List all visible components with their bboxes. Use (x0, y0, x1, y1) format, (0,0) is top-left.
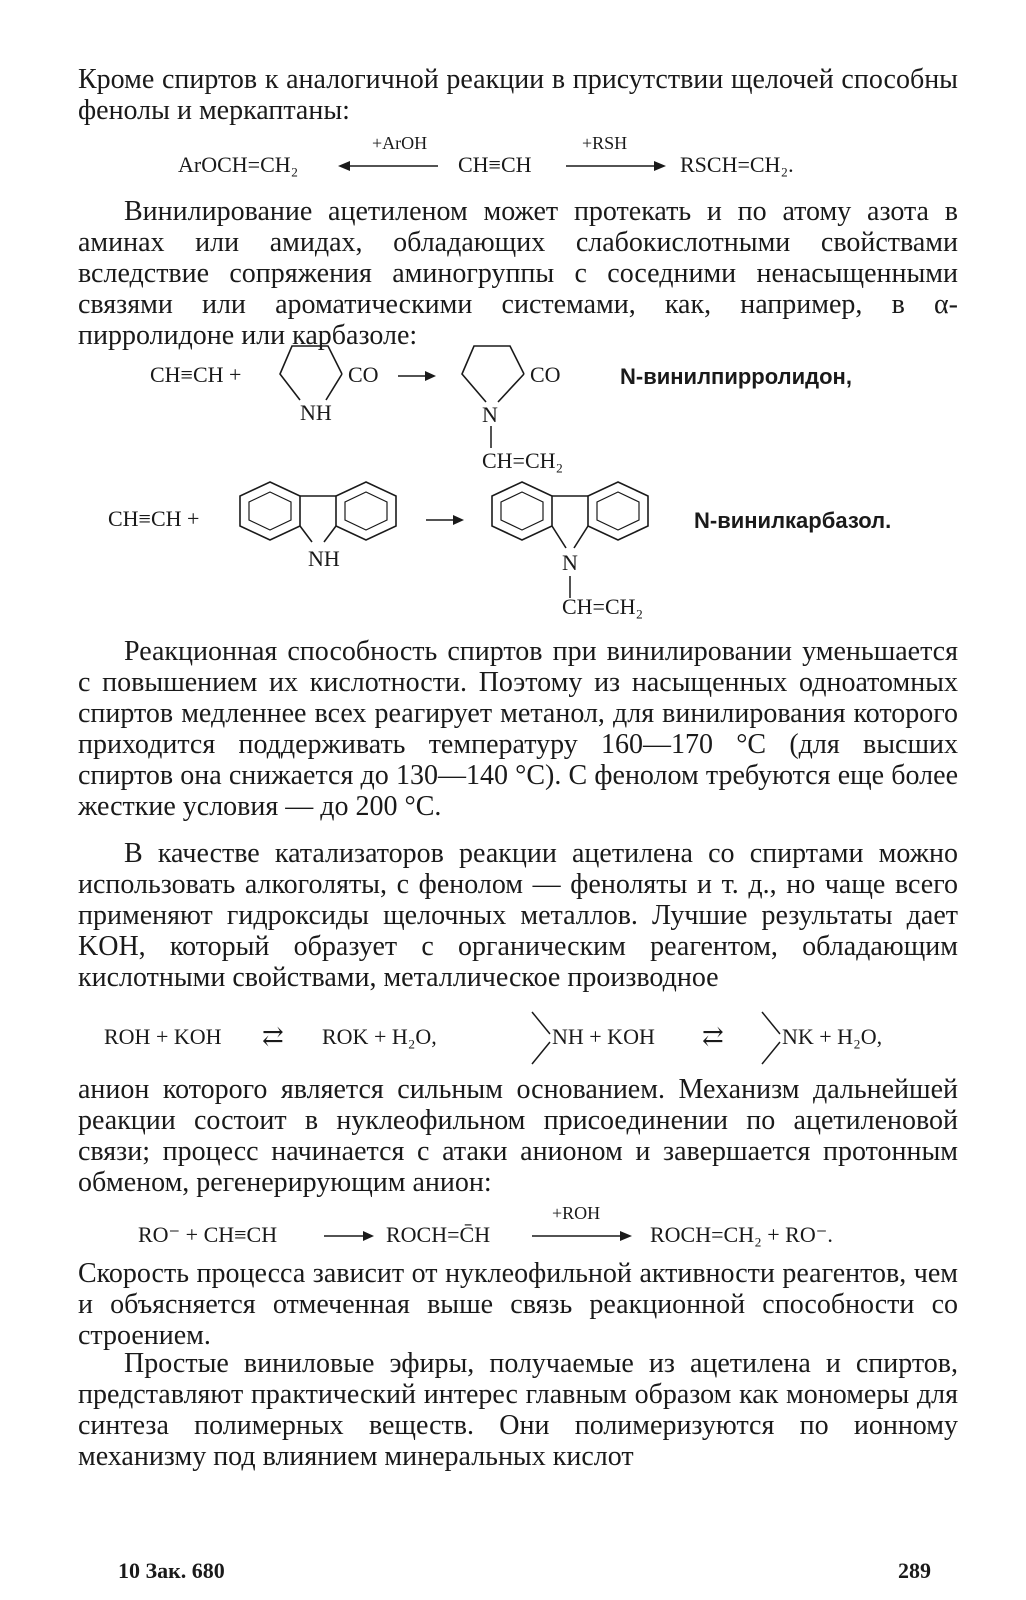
eq2-right: ROK + H₂O, (322, 1024, 437, 1049)
paragraph-vinyl-ethers: Простые виниловые эфиры, получаемые из ацетилена и спиртов, представляют практический интерес главным образом как мономеры для синтеза полимерных веществ. Они полимеризуются по ионному механизму под влиянием минеральных кислот (78, 1348, 958, 1472)
scheme1-label: N-винилпирролидон, (620, 364, 852, 389)
amine-bonds-icon (760, 1010, 782, 1066)
equilibrium-arrow-icon: ⇄ (262, 1022, 284, 1051)
paragraph-rate: Скорость процесса зависит от нуклеофильной активности реагентов, чем и объясняется отмеченная выше связь реакционной способности со строением. (78, 1258, 958, 1351)
eq3-middle: ROCH=C̄H (386, 1222, 491, 1247)
eq3-right: ROCH=CH₂ + RO⁻. (650, 1222, 833, 1247)
scheme2-product-vinyl: CH=CH₂ (562, 594, 644, 619)
eq3-left: RO⁻ + CH≡CH (138, 1222, 278, 1247)
scheme1-product-vinyl: CH=CH₂ (482, 448, 564, 473)
reaction-arrow-icon (398, 368, 436, 384)
amine-bonds-icon (530, 1010, 552, 1066)
scheme1-reactant: CH≡CH + (150, 362, 242, 387)
right-arrow-icon (566, 158, 666, 174)
scheme2-product-n: N (562, 550, 578, 575)
intro-paragraph: Кроме спиртов к аналогичной реакции в присутствии щелочей способны фенолы и меркаптаны: (78, 64, 958, 126)
eq1-right: RSCH=CH₂. (680, 152, 794, 177)
paragraph-reactivity: Реакционная способность спиртов при винилировании уменьшается с повышением их кислотности. Поэтому из насыщенных одноатомных спиртов медленнее всех реагирует метанол, для винилирования которого приходится поддерживать температуру 160—170 °С (для высших спиртов она снижается до 130—140 °С). С фенолом требуются еще более жесткие условия — до 200 °С. (78, 636, 958, 822)
equilibrium-arrow-icon: ⇄ (702, 1022, 724, 1051)
left-arrow-icon (338, 158, 438, 174)
scheme1-ring-nh: NH (300, 400, 332, 425)
scheme1-product-n: N (482, 402, 498, 427)
eq1-center: CH≡CH (458, 152, 532, 177)
eq1-left: ArOCH=CH₂ (178, 152, 299, 177)
eq2-left: ROH + KOH (104, 1024, 222, 1049)
reaction-arrow-icon (324, 1228, 374, 1244)
paragraph-vinylation-nitrogen: Винилирование ацетиленом может протекать и по атому азота в аминах или амидах, обладающих слабокислотными свойствами вследствие сопряжения аминогруппы с соседними ненасыщенными связями или ароматическими системами, как, например, в α-пирролидоне или карбазоле: (78, 196, 958, 351)
eq1-right-arrow-label: +RSH (582, 133, 628, 153)
reaction-arrow-icon (426, 512, 464, 528)
scheme1-ring-co: CO (348, 362, 379, 387)
reaction-arrow-icon (532, 1228, 632, 1244)
vinylcarbazole-ring-icon (480, 478, 660, 556)
footer-order-note: 10 Зак. 680 (118, 1558, 225, 1583)
eq3-arrow-label: +ROH (552, 1203, 601, 1223)
scheme2-label: N-винилкарбазол. (694, 508, 892, 533)
bond-line-icon (485, 426, 497, 448)
eq2-amine-left: NH + KOH (552, 1024, 655, 1049)
carbazole-ring-icon (228, 478, 408, 556)
scheme2-ring-nh: NH (308, 546, 340, 571)
scheme1-product-co: CO (530, 362, 561, 387)
paragraph-mechanism: анион которого является сильным основанием. Механизм дальнейшей реакции состоит в нуклеофильном присоединении по ацетиленовой связи; процесс начинается с атаки анионом и завершается протонным обменом, регенерирующим анион: (78, 1074, 958, 1198)
scheme2-reactant: CH≡CH + (108, 506, 200, 531)
eq1-left-arrow-label: +ArOH (372, 133, 428, 153)
paragraph-catalysts: В качестве катализаторов реакции ацетилена со спиртами можно использовать алкоголяты, с фенолом — феноляты и т. д., но чаще всего применяют гидроксиды щелочных металлов. Лучшие результаты дает KOH, который образует с органическим реагентом, обладающим кислотными свойствами, металлическое производное (78, 838, 958, 993)
eq2-amine-right: NK + H₂O, (782, 1024, 883, 1049)
page-number: 289 (898, 1558, 931, 1583)
